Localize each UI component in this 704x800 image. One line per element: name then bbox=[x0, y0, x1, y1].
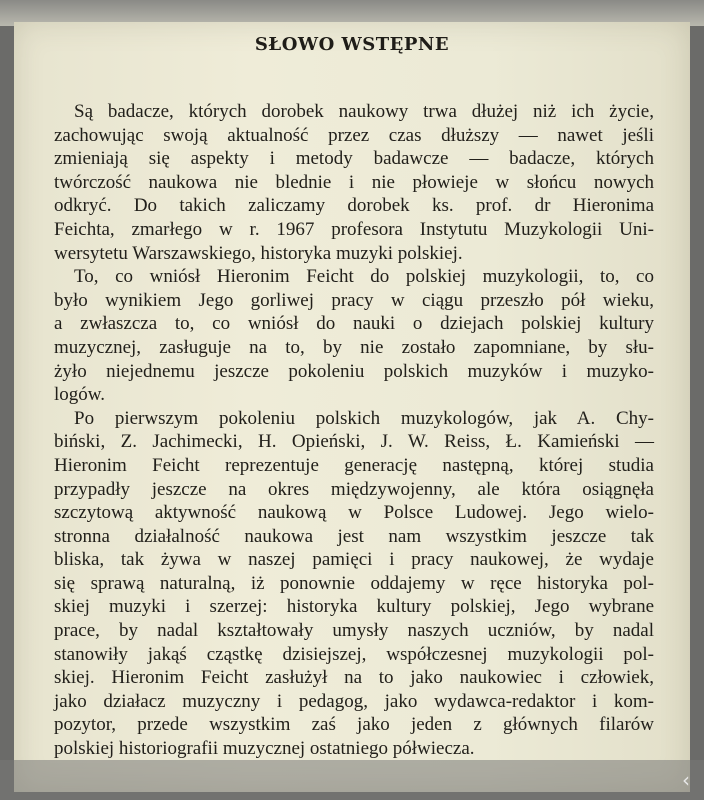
body-text bbox=[54, 100, 654, 761]
text-line: skiej muzyki i szerzej: historyka kultury polskiej, Jego wybrane bbox=[54, 596, 654, 618]
text-line: biński, Z. Jachimecki, H. Opieński, J. W. Reiss, Ł. Kamieński — bbox=[54, 431, 654, 453]
text-line: szczytową aktywność naukową w Polsce Ludowej. Jego wielo- bbox=[54, 502, 654, 524]
text-line: było wynikiem Jego gorliwej pracy w ciągu przeszło pół wieku, bbox=[54, 289, 654, 311]
text-line: pozytor, przede wszystkim zaś jako jeden z głównych filarów bbox=[54, 714, 654, 736]
text-line: stanowiły jakąś cząstkę dzisiejszej, współczesnej muzykologii pol- bbox=[54, 643, 654, 665]
text-line: się sprawą naturalną, iż ponownie oddajemy w ręce historyka pol- bbox=[54, 572, 654, 594]
text-line: Po pierwszym pokoleniu polskich muzykologów, jak A. Chy- bbox=[74, 407, 654, 429]
text-line: skiej. Hieronim Feicht zasłużył na to jako naukowiec i człowiek, bbox=[54, 667, 654, 689]
bottom-overlay-bar bbox=[0, 760, 704, 800]
text-line: twórczość naukowa nie blednie i nie płowieje w słońcu nowych bbox=[54, 171, 654, 193]
text-line: Hieronim Feicht reprezentuje generację następną, której studia bbox=[54, 454, 654, 476]
text-line: żyło niejednemu jeszcze pokoleniu polskich muzyków i muzyko- bbox=[54, 360, 654, 382]
text-line: Są badacze, których dorobek naukowy trwa dłużej niż ich życie, bbox=[74, 101, 654, 122]
text-line: wersytetu Warszawskiego, historyka muzyki polskiej. bbox=[54, 242, 463, 264]
text-line: polskiej historiografii muzycznej ostatniego półwiecza. bbox=[54, 738, 475, 760]
text-line: przypadły jeszcze na okres międzywojenny, ale która osiągnęła bbox=[54, 478, 654, 500]
text-line: bliska, tak żywa w naszej pamięci i pracy naukowej, że wydaje bbox=[54, 549, 654, 571]
text-line: Feichta, zmarłego w r. 1967 profesora Instytutu Muzykologii Uni- bbox=[54, 218, 654, 240]
page-title: SŁOWO WSTĘPNE bbox=[254, 34, 450, 55]
text-line: zachowując swoją aktualność przez czas dłuższy — nawet jeśli bbox=[54, 124, 654, 146]
text-line: To, co wniósł Hieronim Feicht do polskiej muzykologii, to, co bbox=[74, 266, 654, 288]
text-line: a zwłaszcza to, co wniósł do nauki o dziejach polskiej kultury bbox=[54, 313, 654, 335]
text-line: prace, by nadal kształtowały umysły naszych uczniów, by nadal bbox=[54, 620, 654, 642]
back-chevron-icon[interactable]: ‹ bbox=[682, 768, 690, 792]
text-line: zmieniają się aspekty i metody badawcze — badacze, których bbox=[54, 148, 654, 170]
text-line: jako działacz muzyczny i pedagog, jako wydawca-redaktor i kom- bbox=[54, 690, 654, 712]
text-line: muzycznej, zasługuje na to, by nie zostało zapomniane, by słu- bbox=[54, 336, 654, 358]
document-page bbox=[14, 22, 690, 792]
text-line: logów. bbox=[54, 384, 106, 406]
text-line: odkryć. Do takich zaliczamy dorobek ks. prof. dr Hieronima bbox=[54, 195, 654, 217]
text-line: stronna działalność naukowa jest nam wszystkim jeszcze tak bbox=[54, 525, 654, 547]
